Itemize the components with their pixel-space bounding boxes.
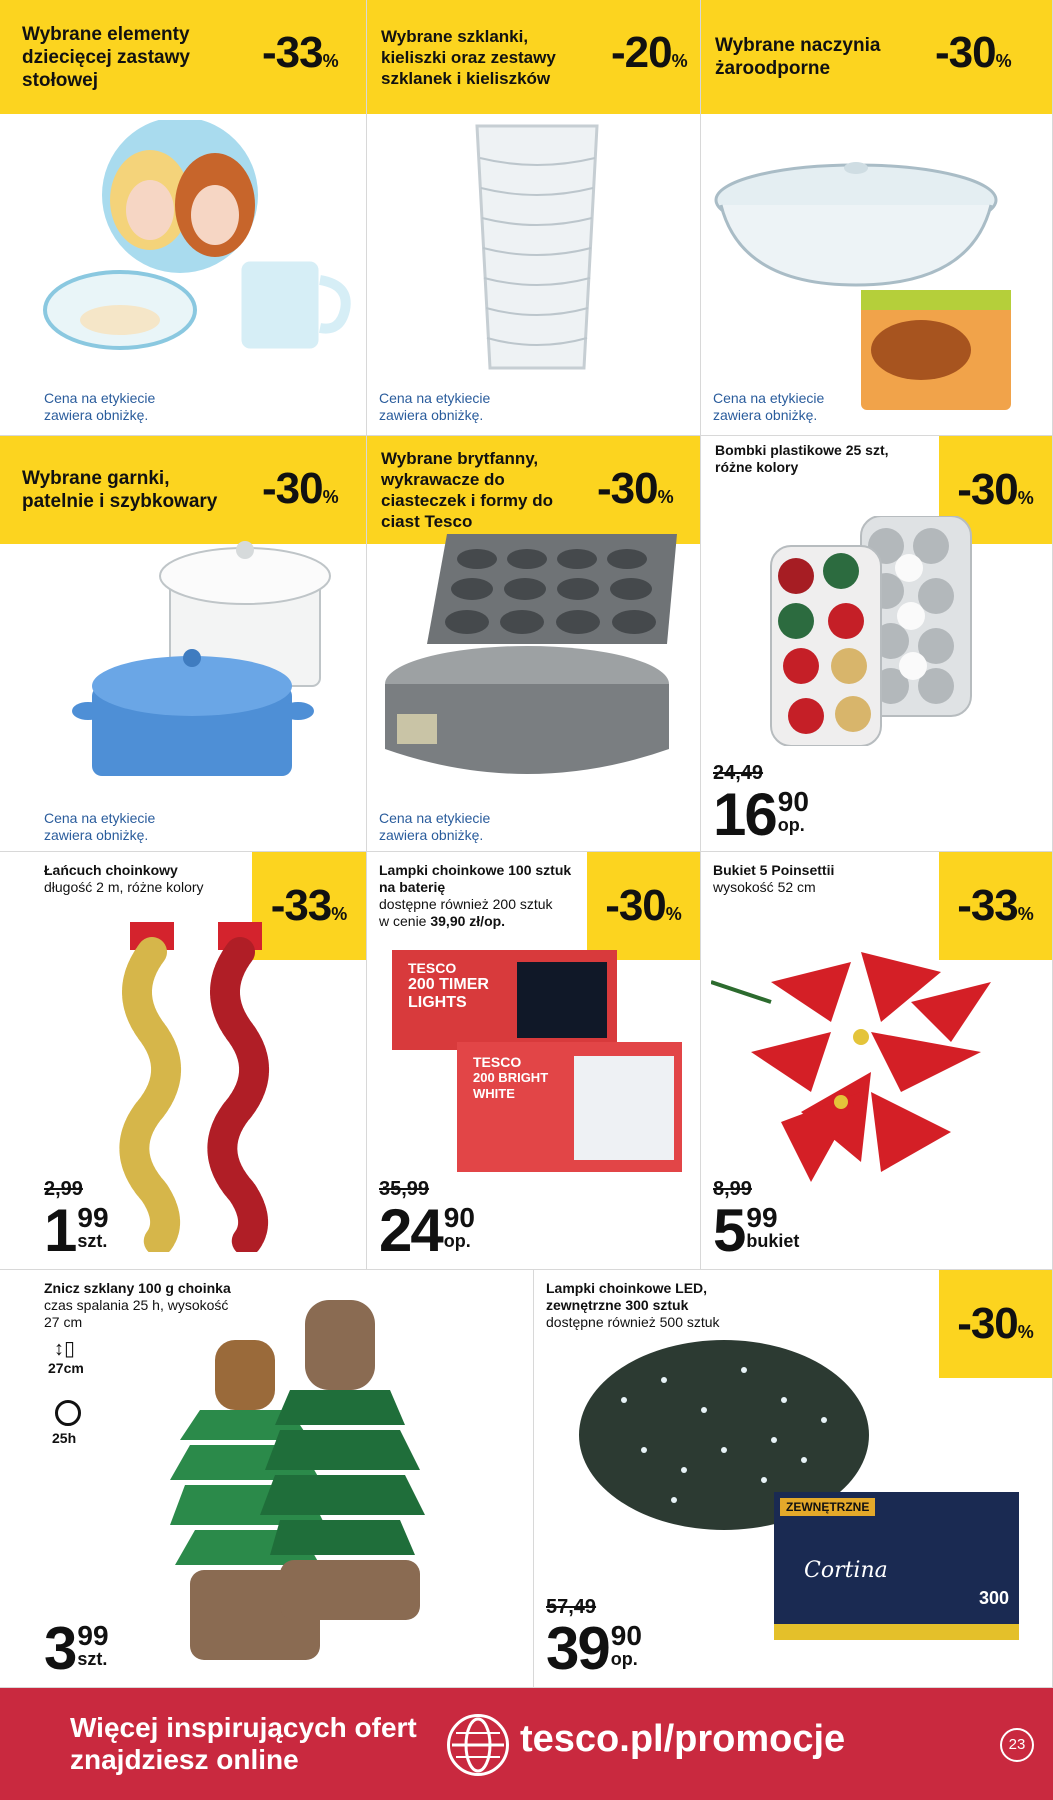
offer-glasses[interactable] xyxy=(367,0,701,436)
offer-title: Wybrane naczynia żaroodporne xyxy=(715,35,881,79)
time-label: 25h xyxy=(52,1430,77,1446)
offer-desc: dostępne również 200 sztuk w cenie 39,90 zł/op. xyxy=(379,896,553,929)
lights-box-a: TESCO 200 TIMER LIGHTS xyxy=(392,950,617,1050)
offer-battery-lights[interactable] xyxy=(367,852,701,1270)
footer-banner xyxy=(0,1688,1053,1800)
discount-box: -33% xyxy=(939,852,1052,960)
offer-title: Wybrane szklanki, kieliszki oraz zestawy szklanek i kieliszków xyxy=(381,26,556,88)
page-number: 23 xyxy=(1000,1728,1034,1762)
old-price: 57,49 xyxy=(546,1596,597,1618)
offer-desc: wysokość 52 cm xyxy=(713,879,816,895)
discount-label: -33% xyxy=(262,28,339,77)
ovenware-image xyxy=(711,140,1011,420)
offer-poinsettia[interactable] xyxy=(701,852,1053,1270)
offer-baubles[interactable] xyxy=(701,436,1053,852)
old-price: 2,99 xyxy=(44,1178,83,1200)
height-label: 27cm xyxy=(48,1360,84,1376)
garland-image xyxy=(110,922,290,1252)
price: 39 90 op. xyxy=(546,1615,642,1682)
offer-led-lights[interactable] xyxy=(534,1270,1053,1688)
led-box: ZEWNĘTRZNE Cortina 300 xyxy=(774,1492,1019,1640)
promo-link[interactable]: tesco.pl/promocje xyxy=(520,1718,846,1760)
kids-tableware-image xyxy=(40,120,360,360)
price: 16 90 op. xyxy=(713,781,809,848)
clock-icon xyxy=(55,1400,81,1426)
offer-desc: dostępne również 500 sztuk xyxy=(546,1314,720,1330)
offer-title: Bombki plastikowe 25 szt, różne kolory xyxy=(715,442,889,475)
old-price: 24,49 xyxy=(713,762,764,784)
offer-candle[interactable] xyxy=(0,1270,534,1688)
old-price: 8,99 xyxy=(713,1178,752,1200)
pots-image xyxy=(70,516,350,796)
offer-title: Łańcuch choinkowy xyxy=(44,862,178,878)
discount-box: -30% xyxy=(939,1270,1052,1378)
offer-pots[interactable] xyxy=(0,436,367,852)
offer-bakeware[interactable] xyxy=(367,436,701,852)
price: 24 90 op. xyxy=(379,1197,475,1264)
offer-kids-tableware[interactable] xyxy=(0,0,367,436)
offer-title: Lampki choinkowe LED, zewnętrzne 300 sztuk xyxy=(546,1280,708,1313)
offer-title: Znicz szklany 100 g choinka xyxy=(44,1280,231,1296)
height-icon: ↕▯ xyxy=(54,1338,76,1360)
offer-title: Wybrane elementy dziecięcej zastawy stołowej xyxy=(22,23,190,91)
price: 5 99 bukiet xyxy=(713,1197,800,1264)
bakeware-image xyxy=(377,534,687,794)
lights-box-b: TESCO 200 BRIGHT WHITE xyxy=(457,1042,682,1172)
price-note: Cena na etykiecie zawiera obniżkę. xyxy=(44,810,156,843)
offer-desc: długość 2 m, różne kolory xyxy=(44,879,204,895)
discount-label: -30% xyxy=(262,464,339,513)
discount-box: -30% xyxy=(587,852,700,960)
poinsettia-image xyxy=(711,942,1011,1202)
offer-title: Bukiet 5 Poinsettii xyxy=(713,862,835,878)
discount-box: -30% xyxy=(939,436,1052,544)
discount-label: -30% xyxy=(935,28,1012,77)
offer-title: Lampki choinkowe 100 sztuk na baterię xyxy=(379,862,572,895)
offer-title: Wybrane brytfanny, wykrawacze do ciasteczek i formy do ciast Tesco xyxy=(381,449,553,531)
old-price: 35,99 xyxy=(379,1178,430,1200)
offer-ovenware[interactable] xyxy=(701,0,1053,436)
offer-desc: czas spalania 25 h, wysokość 27 cm xyxy=(44,1297,229,1330)
price-note: Cena na etykiecie zawiera obniżkę. xyxy=(44,390,156,423)
price-note: Cena na etykiecie zawiera obniżkę. xyxy=(379,390,491,423)
price: 3 99 szt. xyxy=(44,1615,109,1682)
price-note: Cena na etykiecie zawiera obniżkę. xyxy=(713,390,825,423)
offer-garland[interactable] xyxy=(0,852,367,1270)
footer-text: Więcej inspirujących ofert znajdziesz online xyxy=(70,1712,417,1775)
discount-label: -30% xyxy=(597,464,674,513)
discount-box: -33% xyxy=(252,852,366,960)
candle-image xyxy=(170,1300,430,1670)
price-note: Cena na etykiecie zawiera obniżkę. xyxy=(379,810,491,843)
discount-label: -20% xyxy=(611,28,688,77)
baubles-image xyxy=(761,516,991,746)
glass-image xyxy=(472,118,602,378)
price: 1 99 szt. xyxy=(44,1197,109,1264)
globe-icon xyxy=(447,1714,509,1776)
offer-title: Wybrane garnki, patelnie i szybkowary xyxy=(22,468,218,512)
